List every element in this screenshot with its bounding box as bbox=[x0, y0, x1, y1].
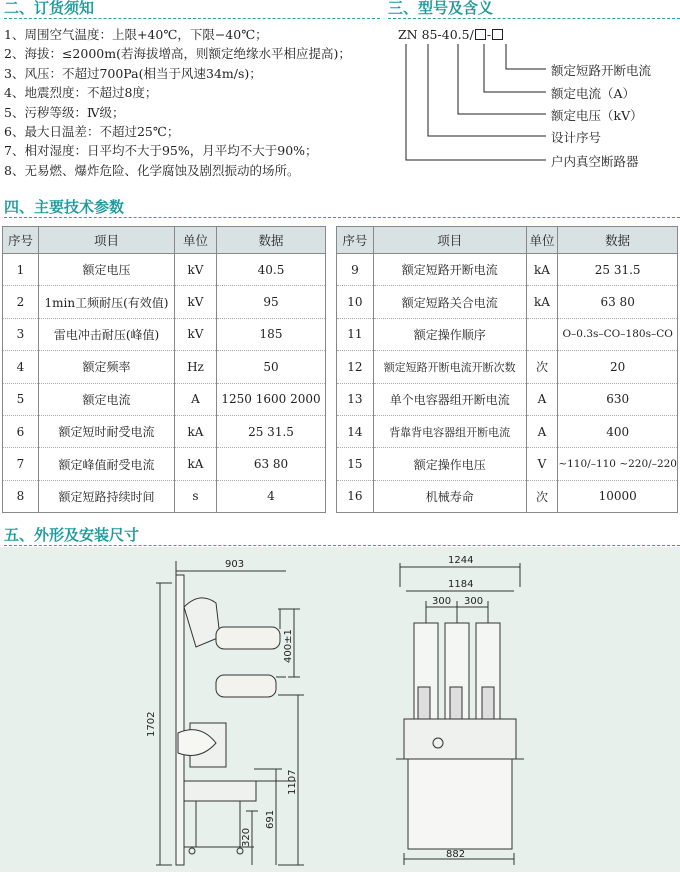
table-row: 9 额定短路开断电流 kA 25 31.5 bbox=[337, 254, 678, 286]
table-row: 2 1min工频耐压(有效值) kV 95 bbox=[3, 286, 326, 318]
section-divider bbox=[4, 18, 380, 19]
section-title-model: 三、型号及含义 bbox=[388, 0, 494, 17]
dim-903: 903 bbox=[225, 559, 245, 570]
dimension-drawing bbox=[0, 547, 680, 872]
note-item: 8、无易燃、爆炸危险、化学腐蚀及剧烈振动的场所。 bbox=[4, 162, 300, 178]
dim-320: 320 bbox=[241, 827, 252, 847]
col-header-unit: 单位 bbox=[175, 227, 217, 254]
table-row: 5 额定电流 A 1250 1600 2000 bbox=[3, 383, 326, 415]
code-prefix: ZN bbox=[398, 27, 418, 42]
dim-882: 882 bbox=[446, 849, 466, 860]
section-divider bbox=[4, 545, 680, 546]
section-divider bbox=[388, 18, 680, 19]
dim-691: 691 bbox=[265, 809, 276, 829]
dim-1107: 1107 bbox=[287, 769, 298, 795]
col-header-item: 项目 bbox=[373, 227, 526, 254]
note-item: 5、污秽等级：Ⅳ级； bbox=[4, 104, 125, 120]
model-label-rated-voltage: 额定电压（kV） bbox=[551, 108, 643, 123]
dim-400: 400±1 bbox=[283, 629, 294, 663]
table-row: 13 单个电容器组开断电流 A 630 bbox=[337, 383, 678, 415]
table-row: 4 额定频率 Hz 50 bbox=[3, 351, 326, 383]
section-divider bbox=[4, 217, 680, 218]
col-header-item: 项目 bbox=[39, 227, 175, 254]
note-item: 7、相对湿度：日平均不大于95%，月平均不大于90%； bbox=[4, 143, 318, 159]
dim-1244: 1244 bbox=[448, 555, 474, 566]
dim-1184: 1184 bbox=[448, 579, 474, 590]
ordering-notes bbox=[4, 25, 351, 180]
table-row: 7 额定峰值耐受电流 kA 63 80 bbox=[3, 448, 326, 480]
spec-table-right bbox=[336, 226, 678, 513]
col-header-no: 序号 bbox=[3, 227, 39, 254]
model-leader-lines bbox=[394, 22, 680, 172]
code-design: 85 bbox=[421, 27, 438, 42]
model-code-diagram bbox=[394, 22, 680, 172]
dimension-drawing-panel bbox=[0, 547, 680, 872]
model-label-rated-current: 额定电流（A） bbox=[551, 86, 636, 101]
col-header-data: 数据 bbox=[217, 227, 326, 254]
model-label-breaking-current: 额定短路开断电流 bbox=[551, 63, 652, 78]
dim-1702: 1702 bbox=[146, 711, 157, 737]
note-item: 2、海拔：≤2000m(若海拔增高，则额定绝缘水平相应提高)； bbox=[4, 46, 351, 62]
note-item: 4、地震烈度：不超过8度； bbox=[4, 85, 158, 101]
table-row: 6 额定短时耐受电流 kA 25 31.5 bbox=[3, 415, 326, 447]
note-item: 1、周围空气温度：上限+40℃，下限−40℃； bbox=[4, 27, 268, 42]
col-header-no: 序号 bbox=[337, 227, 374, 254]
dim-300b: 300 bbox=[464, 596, 484, 607]
table-row: 15 额定操作电压 V ~110/–110 ~220/–220 bbox=[337, 448, 678, 480]
section-title-specs: 四、主要技术参数 bbox=[4, 198, 125, 216]
table-row: 10 额定短路关合电流 kA 63 80 bbox=[337, 286, 678, 318]
model-code: ZN 85-40.5/ - bbox=[398, 27, 504, 42]
table-row: 14 背靠背电容器组开断电流 A 400 bbox=[337, 415, 678, 447]
note-item: 6、最大日温差：不超过25℃； bbox=[4, 124, 180, 140]
section-title-dimensions: 五、外形及安装尺寸 bbox=[4, 526, 140, 544]
section-title-ordering: 二、订货须知 bbox=[4, 0, 95, 17]
table-row: 11 额定操作顺序 O–0.3s–CO–180s–CO bbox=[337, 318, 678, 350]
dim-300a: 300 bbox=[432, 596, 452, 607]
code-voltage: 40.5 bbox=[441, 27, 470, 42]
table-row: 8 额定短路持续时间 s 4 bbox=[3, 480, 326, 512]
table-row: 1 额定电压 kV 40.5 bbox=[3, 254, 326, 286]
model-label-type: 户内真空断路器 bbox=[551, 154, 639, 169]
note-item: 3、风压：不超过700Pa(相当于风速34m/s)； bbox=[4, 65, 262, 81]
col-header-data: 数据 bbox=[558, 227, 678, 254]
col-header-unit: 单位 bbox=[526, 227, 558, 254]
spec-table-left bbox=[2, 226, 326, 513]
model-label-design-no: 设计序号 bbox=[551, 130, 602, 145]
table-row: 16 机械寿命 次 10000 bbox=[337, 480, 678, 512]
table-row: 3 雷电冲击耐压(峰值) kV 185 bbox=[3, 318, 326, 350]
table-row: 12 额定短路开断电流开断次数 次 20 bbox=[337, 351, 678, 383]
